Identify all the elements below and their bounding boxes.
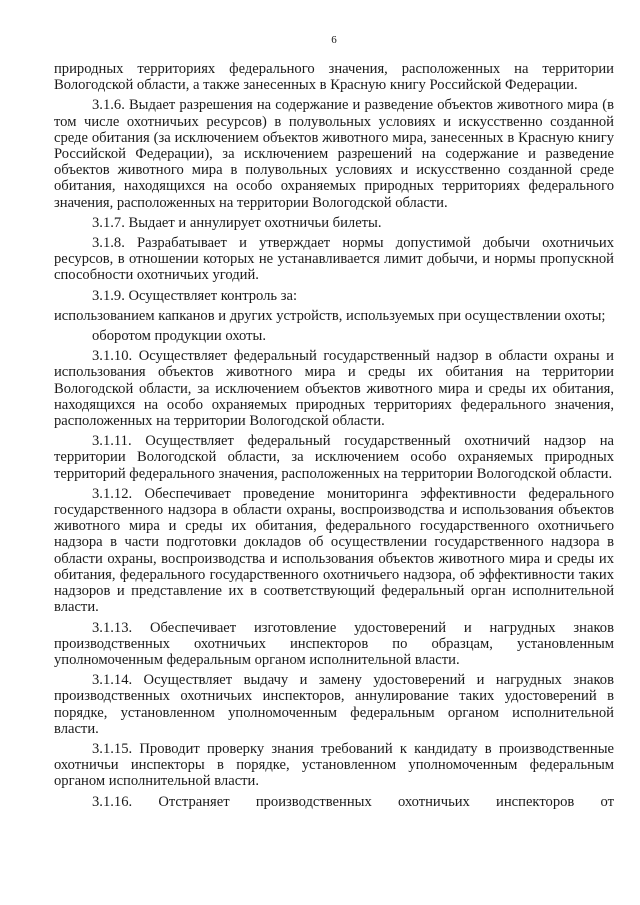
paragraph-3-1-12: 3.1.12. Обеспечивает проведение мониторинга эффективности федерального государственного надзора в области охраны, воспроизводства и использования объектов животного мира и среды их обитания, федерального государственного охотничьего надзора в части подготовки докладов об осуществлении государственного надзора в области охраны, воспроизводства и использования объектов животного мира и среды их обитания, федерального государственного охотничьего надзора, об эффективности таких надзоров и представление их в соответствующий федеральный орган исполнительной власти. bbox=[54, 485, 614, 616]
paragraph-3-1-10: 3.1.10. Осуществляет федеральный государственный надзор в области охраны и использования объектов животного мира и среды их обитания на территории Вологодской области, за исключением объектов животного мира и среды их обитания, находящихся на особо охраняемых природных территориях федерального значения, расположенных на территории Вологодской области. bbox=[54, 348, 614, 430]
paragraph-continuation: природных территориях федерального значения, расположенных на территории Вологодской области, а также занесенных в Красную книгу Российской Федерации. bbox=[54, 61, 614, 94]
paragraph-3-1-16: 3.1.16. Отстраняет производственных охотничьих инспекторов от bbox=[92, 793, 614, 810]
paragraph-3-1-7: 3.1.7. Выдает и аннулирует охотничьи билеты. bbox=[92, 214, 382, 231]
paragraph-3-1-9-item-1: использованием капканов и других устройств, используемых при осуществлении охоты; bbox=[54, 307, 606, 324]
paragraph-3-1-6: 3.1.6. Выдает разрешения на содержание и разведение объектов животного мира (в том числе охотничьих ресурсов) в полувольных условиях и искусственно созданной среде обитания (за исключением объектов животного мира, занесенных в Красную книгу Российской Федерации), за исключением разрешений на содержание и разведение объектов животного мира в полувольных условиях и искусственно созданной среде обитания, находящихся на особо охраняемых природных территориях федерального значения, расположенных на территории Вологодской области. bbox=[54, 97, 614, 211]
paragraph-3-1-13: 3.1.13. Обеспечивает изготовление удостоверений и нагрудных знаков производственных охотничьих инспекторов по образцам, установленным уполномоченным федеральным органом исполнительной власти. bbox=[54, 619, 614, 668]
paragraph-3-1-8: 3.1.8. Разрабатывает и утверждает нормы допустимой добычи охотничьих ресурсов, в отношении которых не устанавливается лимит добычи, и нормы пропускной способности охотничьих угодий. bbox=[54, 235, 614, 284]
document-page bbox=[54, 0, 614, 905]
paragraph-3-1-14: 3.1.14. Осуществляет выдачу и замену удостоверений и нагрудных знаков производственных охотничьих инспекторов, аннулирование таких удостоверений в порядке, установленном уполномоченным федеральным органом исполнительной власти. bbox=[54, 672, 614, 737]
paragraph-3-1-15: 3.1.15. Проводит проверку знания требований к кандидату в производственные охотничьи инспекторы в порядке, установленном уполномоченным федеральным органом исполнительной власти. bbox=[54, 740, 614, 790]
paragraph-3-1-9-item-2: оборотом продукции охоты. bbox=[92, 328, 266, 345]
paragraph-3-1-11: 3.1.11. Осуществляет федеральный государственный охотничий надзор на территории Вологодской области, за исключением особо охраняемых природных территорий федерального значения, расположенных на территории Вологодской области. bbox=[54, 433, 614, 482]
paragraph-3-1-9: 3.1.9. Осуществляет контроль за: bbox=[92, 287, 298, 304]
page-number: 6 bbox=[331, 34, 337, 46]
document-body bbox=[54, 61, 614, 814]
